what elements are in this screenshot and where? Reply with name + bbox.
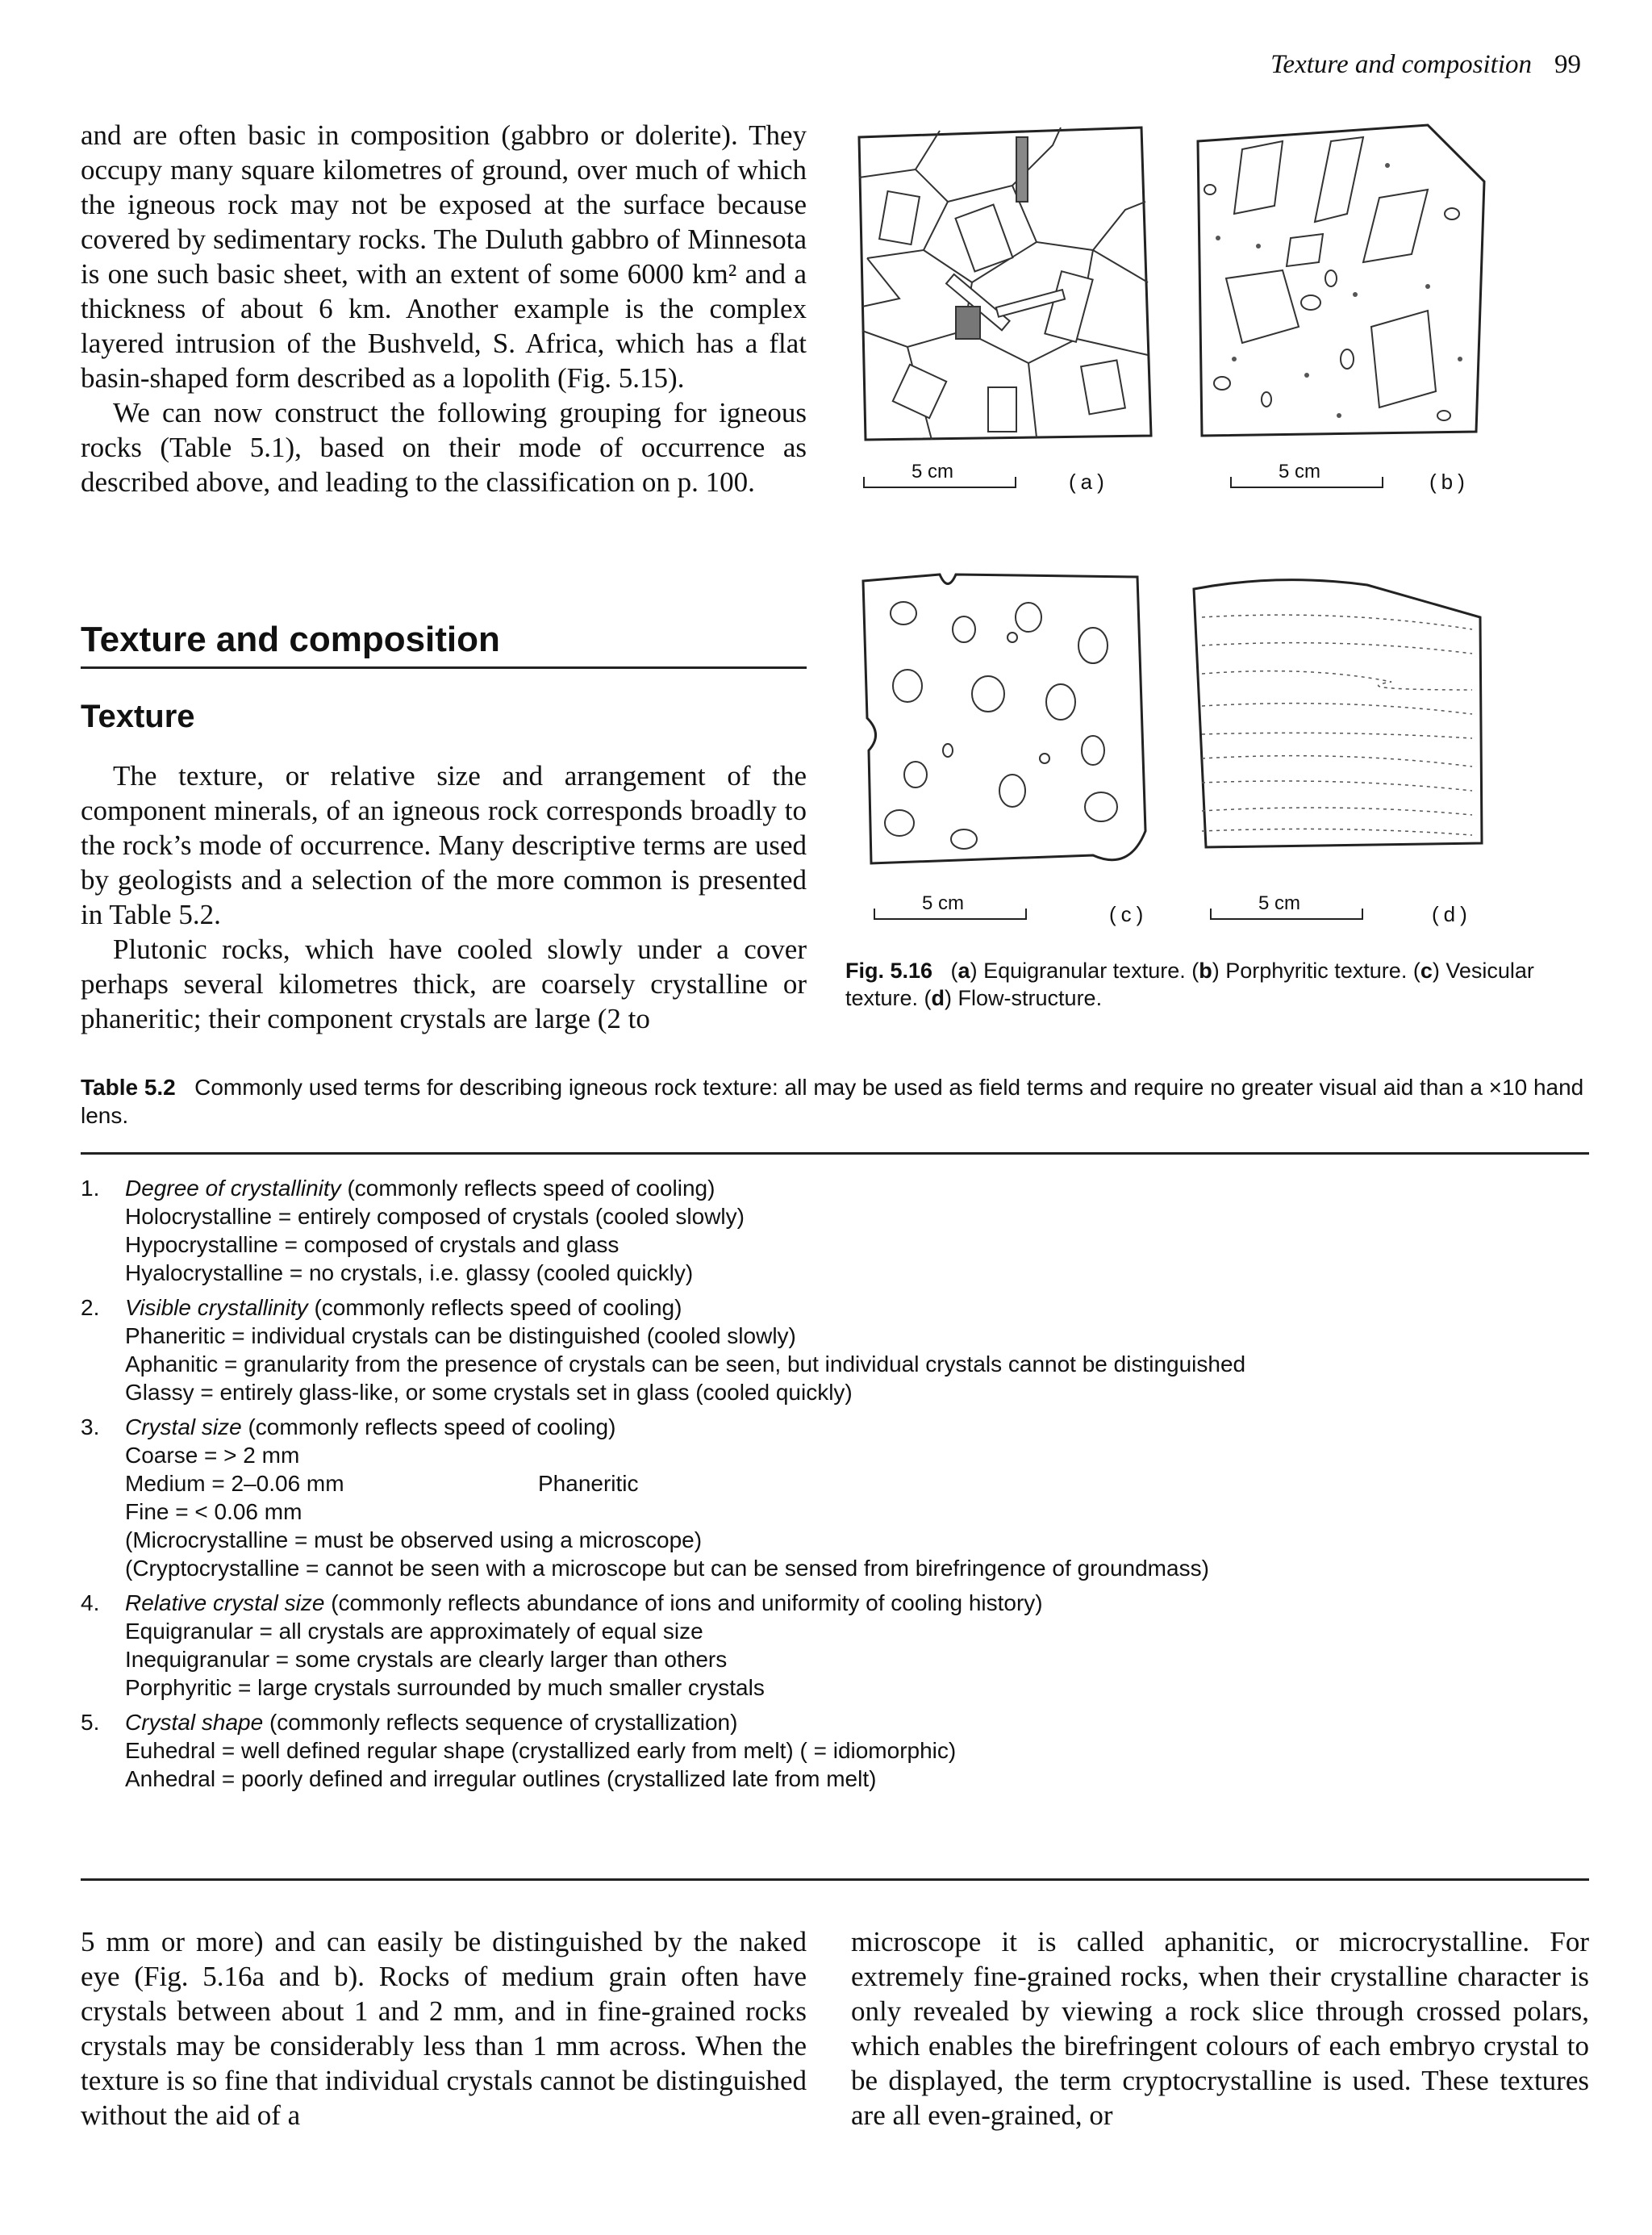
flow-structure-sketch — [1182, 569, 1488, 859]
vesicular-sketch — [851, 565, 1158, 884]
item-number: 3. — [81, 1414, 100, 1439]
porphyritic-sketch — [1186, 117, 1492, 444]
bottom-left-column — [81, 1924, 807, 2133]
table-rule-top — [81, 1152, 1589, 1155]
scale-label: 5 cm — [1279, 461, 1321, 483]
item-number: 1. — [81, 1176, 100, 1201]
section-heading: Texture and composition — [81, 620, 807, 669]
table-line: Coarse = > 2 mm — [125, 1443, 300, 1468]
table-line: Inequigranular = some crystals are clearly larger than others — [125, 1647, 728, 1672]
caption-key: d — [931, 986, 945, 1010]
caption-text: Equigranular texture. — [983, 959, 1186, 983]
table-item — [81, 1413, 1589, 1582]
table-line: Hyalocrystalline = no crystals, i.e. glassy (cooled quickly) — [125, 1260, 694, 1285]
caption-key: b — [1199, 959, 1212, 983]
caption-key: a — [957, 959, 970, 983]
item-term: Relative crystal size — [125, 1590, 325, 1615]
panel-tag-b: (b) — [1429, 470, 1470, 494]
caption-text: Flow-structure. — [957, 986, 1103, 1010]
left-column-mid — [81, 758, 807, 1036]
item-term: Crystal shape — [125, 1710, 264, 1735]
running-head-title: Texture and composition — [1270, 50, 1532, 79]
scale-bar-b — [1230, 461, 1383, 488]
item-term: Degree of crystallinity — [125, 1176, 341, 1201]
table-caption — [81, 1073, 1589, 1130]
paragraph: and are often basic in composition (gabbro or dolerite). They occupy many square kilometres of ground, over much of which the igneous rock may not be exposed at the surface because covered by sedimentary rocks. The Duluth gabbro of Minnesota is one such basic sheet, with an extent of some 6000 km² and a thickness of about 6 km. Another example is the complex layered intrusion of the Bushveld, S. Africa, which has a flat basin-shaped form described as a lopolith (Fig. 5.15). — [81, 119, 807, 394]
table-item — [81, 1174, 1589, 1287]
item-note: (commonly reflects abundance of ions and uniformity of cooling history) — [331, 1590, 1043, 1615]
figure-label: Fig. 5.16 — [845, 959, 933, 983]
running-head — [1129, 50, 1581, 80]
item-number: 5. — [81, 1710, 100, 1735]
panel-tag-d: (d) — [1432, 902, 1472, 926]
scale-label: 5 cm — [912, 461, 954, 483]
table-line: Euhedral = well defined regular shape (crystallized early from melt) ( = idiomorphic) — [125, 1738, 957, 1763]
table-line: Phaneritic = individual crystals can be distinguished (cooled slowly) — [125, 1323, 796, 1348]
paragraph: 5 mm or more) and can easily be distinguished by the naked eye (Fig. 5.16a and b). Rocks of medium grain often have crystals between about 1 and 2 mm, and in fine-grained rocks crystals may be considerably less than 1 mm across. When the texture is so fine that individual crystals cannot be distinguished without the aid of a — [81, 1926, 807, 2131]
panel-tag-c: (c) — [1109, 902, 1149, 926]
scale-bar-c — [874, 892, 1027, 920]
phaneritic-label: Phaneritic — [538, 1471, 639, 1496]
table-body — [81, 1174, 1589, 1799]
table-rule-bottom — [81, 1878, 1589, 1881]
figure-panel-d-flow-structure — [1182, 569, 1488, 859]
table-item — [81, 1708, 1589, 1793]
item-note: (commonly reflects sequence of crystallization) — [269, 1710, 738, 1735]
item-note: (commonly reflects speed of cooling) — [347, 1176, 715, 1201]
paragraph: Plutonic rocks, which have cooled slowly under a cover perhaps several kilometres thick, are coarsely crystalline or phaneritic; their component crystals are large (2 to — [81, 934, 807, 1034]
table-line: Aphanitic = granularity from the presence of crystals can be seen, but individual crystals cannot be distinguished — [125, 1351, 1246, 1377]
item-note: (commonly reflects speed of cooling) — [248, 1414, 616, 1439]
figure-panel-b-porphyritic — [1186, 117, 1492, 444]
table-label: Table 5.2 — [81, 1075, 176, 1100]
page-number: 99 — [1554, 50, 1581, 79]
table-caption-text: Commonly used terms for describing igneous rock texture: all may be used as field terms and require no greater visual aid than a ×10 hand lens. — [81, 1075, 1584, 1128]
caption-text: Porphyritic texture. — [1225, 959, 1408, 983]
table-line: Equigranular = all crystals are approximately of equal size — [125, 1619, 703, 1644]
caption-text: Vesicular texture. — [845, 959, 1534, 1010]
table-line: Hypocrystalline = composed of crystals and glass — [125, 1232, 620, 1257]
figure-caption: Fig. 5.16 (a) Equigranular texture. (b) Porphyritic texture. (c) Vesicular texture. (d) Flow-structure. — [845, 959, 1534, 1010]
scale-label: 5 cm — [922, 892, 965, 914]
table-line: (Microcrystalline = must be observed using a microscope) — [125, 1527, 703, 1552]
item-number: 2. — [81, 1295, 100, 1320]
table-line: Fine = < 0.06 mm — [125, 1499, 302, 1524]
item-note: (commonly reflects speed of cooling) — [314, 1295, 682, 1320]
table-line: Anhedral = poorly defined and irregular outlines (crystallized late from melt) — [125, 1766, 877, 1791]
scale-bar-d — [1210, 892, 1363, 920]
figure-panel-c-vesicular — [851, 565, 1158, 884]
scale-bar-a — [863, 461, 1016, 488]
left-column-top — [81, 118, 807, 499]
item-number: 4. — [81, 1590, 100, 1615]
table-line: Porphyritic = large crystals surrounded by much smaller crystals — [125, 1675, 765, 1700]
table-item — [81, 1293, 1589, 1406]
item-term: Crystal size — [125, 1414, 242, 1439]
panel-tag-a: (a) — [1069, 470, 1109, 494]
table-line: (Cryptocrystalline = cannot be seen with a microscope but can be sensed from birefringence of groundmass) — [125, 1556, 1209, 1581]
equigranular-sketch — [851, 121, 1158, 444]
paragraph: The texture, or relative size and arrangement of the component minerals, of an igneous rock corresponds broadly to the rock’s mode of occurrence. Many descriptive terms are used by geologists and a selection of the more common is presented in Table 5.2. — [81, 760, 807, 930]
paragraph: microscope it is called aphanitic, or microcrystalline. For extremely fine-grained rocks, when their crystalline character is only revealed by viewing a rock slice through crossed polars, which enables the birefringent colours of each embryo crystal to be displayed, the term cryptocrystalline is used. These textures are all even-grained, or — [851, 1926, 1589, 2131]
figure-panel-a-equigranular — [851, 121, 1158, 444]
table-line: Medium = 2–0.06 mm — [125, 1471, 344, 1496]
scale-label: 5 cm — [1258, 892, 1301, 914]
paragraph: We can now construct the following grouping for igneous rocks (Table 5.1), based on their mode of occurrence as described above, and leading to the classification on p. 100. — [81, 397, 807, 498]
table-item — [81, 1589, 1589, 1702]
table-line: Holocrystalline = entirely composed of crystals (cooled slowly) — [125, 1204, 745, 1229]
table-line: Glassy = entirely glass-like, or some crystals set in glass (cooled quickly) — [125, 1380, 853, 1405]
item-term: Visible crystallinity — [125, 1295, 308, 1320]
bottom-right-column — [851, 1924, 1589, 2133]
caption-key: c — [1420, 959, 1433, 983]
sub-heading: Texture — [81, 699, 195, 734]
